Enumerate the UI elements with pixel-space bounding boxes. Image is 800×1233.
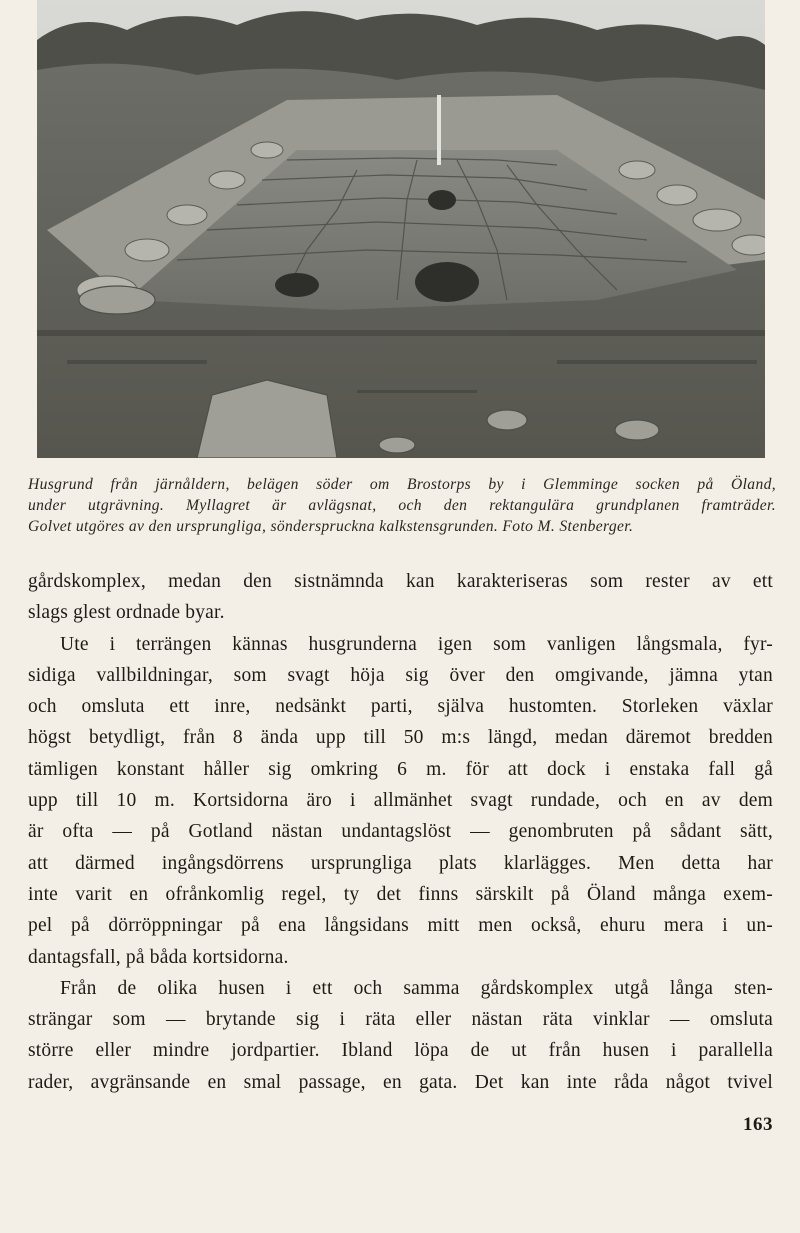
caption-line: Husgrund från järnåldern, belägen söder om Brostorps by i Glemminge socken på Öland, [28,476,776,493]
text-line: sidiga vallbildningar, som svagt höja sig över den omgivande, jämna ytan [28,664,773,686]
caption-line: Golvet utgöres av den ursprungliga, sönderspruckna kalkstensgrunden. Foto M. Stenberger. [28,518,634,535]
text-line: och omsluta ett inre, nedsänkt parti, själva hustomten. Storleken växlar [28,696,773,718]
paragraph [28,629,773,973]
excavation-photograph [37,0,765,458]
text-line: är ofta — på Gotland nästan undantagslöst — genombruten på sådant sätt, [28,821,773,843]
text-line: tämligen konstant håller sig omkring 6 m. för att dock i enstaka fall gå [28,758,773,780]
text-line: pel på dörröppningar på ena långsidans mitt men också, ehuru mera i un- [28,915,773,937]
page-number: 163 [743,1114,773,1135]
text-line: inte varit en ofrånkomlig regel, ty det finns särskilt på Öland många exem- [28,883,773,905]
text-line: dantagsfall, på båda kortsidorna. [28,946,289,968]
figure-caption [28,474,776,537]
photograph-icon [37,0,765,458]
text-line: större eller mindre jordpartier. Ibland löpa de ut från husen i parallella [28,1040,773,1062]
paragraph [28,973,773,1098]
text-line: upp till 10 m. Kortsidorna äro i allmänhet svagt rundade, och en av dem [28,790,773,812]
text-line: slags glest ordnade byar. [28,602,225,624]
body-text [28,566,773,1098]
text-line: strängar som — brytande sig i räta eller nästan räta vinklar — omsluta [28,1009,773,1031]
text-line: högst betydligt, från 8 ända upp till 50 m:s längd, medan däremot bredden [28,727,773,749]
text-line: rader, avgränsande en smal passage, en gata. Det kan inte råda något tvivel [28,1071,773,1093]
text-line: att därmed ingångsdörrens ursprungliga plats klarlägges. Men detta har [28,852,773,874]
text-line: gårdskomplex, medan den sistnämnda kan karakteriseras som rester av ett [28,571,773,592]
caption-line: under utgrävning. Myllagret är avlägsnat, och den rektangulära grundplanen framträder. [28,497,776,514]
text-line: Från de olika husen i ett och samma gårdskomplex utgå långa sten- [60,977,773,999]
text-line: Ute i terrängen kännas husgrunderna igen som vanligen långsmala, fyr- [60,633,773,655]
paragraph [28,566,773,629]
